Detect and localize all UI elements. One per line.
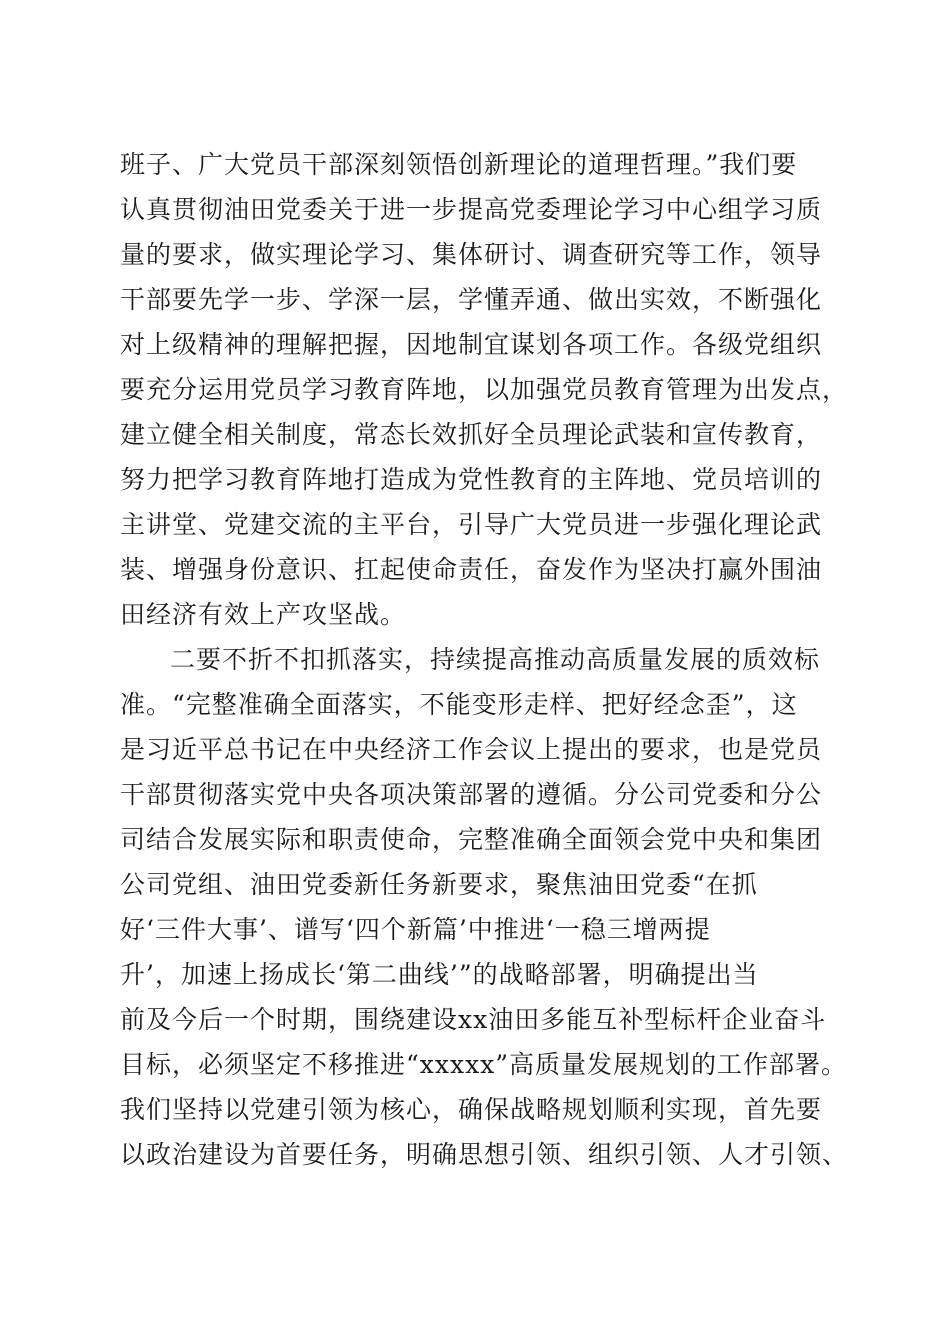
text-line: 公司党组、油田党委新任务新要求，聚焦油田党委“在抓 <box>120 870 758 899</box>
text-line: 准。“完整准确全面落实，不能变形走样、把好经念歪”，这 <box>120 690 798 719</box>
text-line: 认真贯彻油田党委关于进一步提高党委理论学习中心组学习质 <box>120 195 823 224</box>
paragraph-start-line: 二要不折不扣抓落实，持续提高推动高质量发展的质效标 <box>170 645 821 674</box>
text-line: 要充分运用党员学习教育阵地，以加强党员教育管理为出发点， <box>120 375 849 404</box>
text-line: 干部要先学一步、学深一层，学懂弄通、做出实效，不断强化 <box>120 285 823 314</box>
body-text <box>120 142 850 1177</box>
text-line: 对上级精神的理解把握，因地制宜谋划各项工作。各级党组织 <box>120 330 823 359</box>
text-line: 司结合发展实际和职责使命，完整准确全面领会党中央和集团 <box>120 825 823 854</box>
text-line: 努力把学习教育阵地打造成为党性教育的主阵地、党员培训的 <box>120 465 823 494</box>
text-line: 装、增强身份意识、扛起使命责任，奋发作为坚决打赢外围油 <box>120 555 823 584</box>
text-line: 主讲堂、党建交流的主平台，引导广大党员进一步强化理论武 <box>120 510 823 539</box>
text-line: 干部贯彻落实党中央各项决策部署的遵循。分公司党委和分公 <box>120 780 823 809</box>
text-line: 量的要求，做实理论学习、集体研讨、调查研究等工作，领导 <box>120 240 823 269</box>
text-line: 好‘三件大事’、谱写‘四个新篇’中推进‘一稳三增两提 <box>120 915 711 944</box>
text-line: 我们坚持以党建引领为核心，确保战略规划顺利实现，首先要 <box>120 1095 823 1124</box>
text-line: 田经济有效上产攻坚战。 <box>120 600 407 629</box>
text-line: 以政治建设为首要任务，明确思想引领、组织引领、人才引领、 <box>120 1140 849 1169</box>
text-line: 前及今后一个时期，围绕建设xx油田多能互补型标杆企业奋斗 <box>120 1005 827 1034</box>
text-line: 是习近平总书记在中央经济工作会议上提出的要求，也是党员 <box>120 735 823 764</box>
text-line: 升’，加速上扬成长‘第二曲线’”的战略部署，明确提出当 <box>120 960 759 989</box>
text-line: 目标，必须坚定不移推进“xxxxx”高质量发展规划的工作部署。 <box>120 1050 848 1079</box>
text-line: 建立健全相关制度，常态长效抓好全员理论武装和宣传教育， <box>120 420 823 449</box>
text-line: 班子、广大党员干部深刻领悟创新理论的道理哲理。”我们要 <box>120 150 798 179</box>
